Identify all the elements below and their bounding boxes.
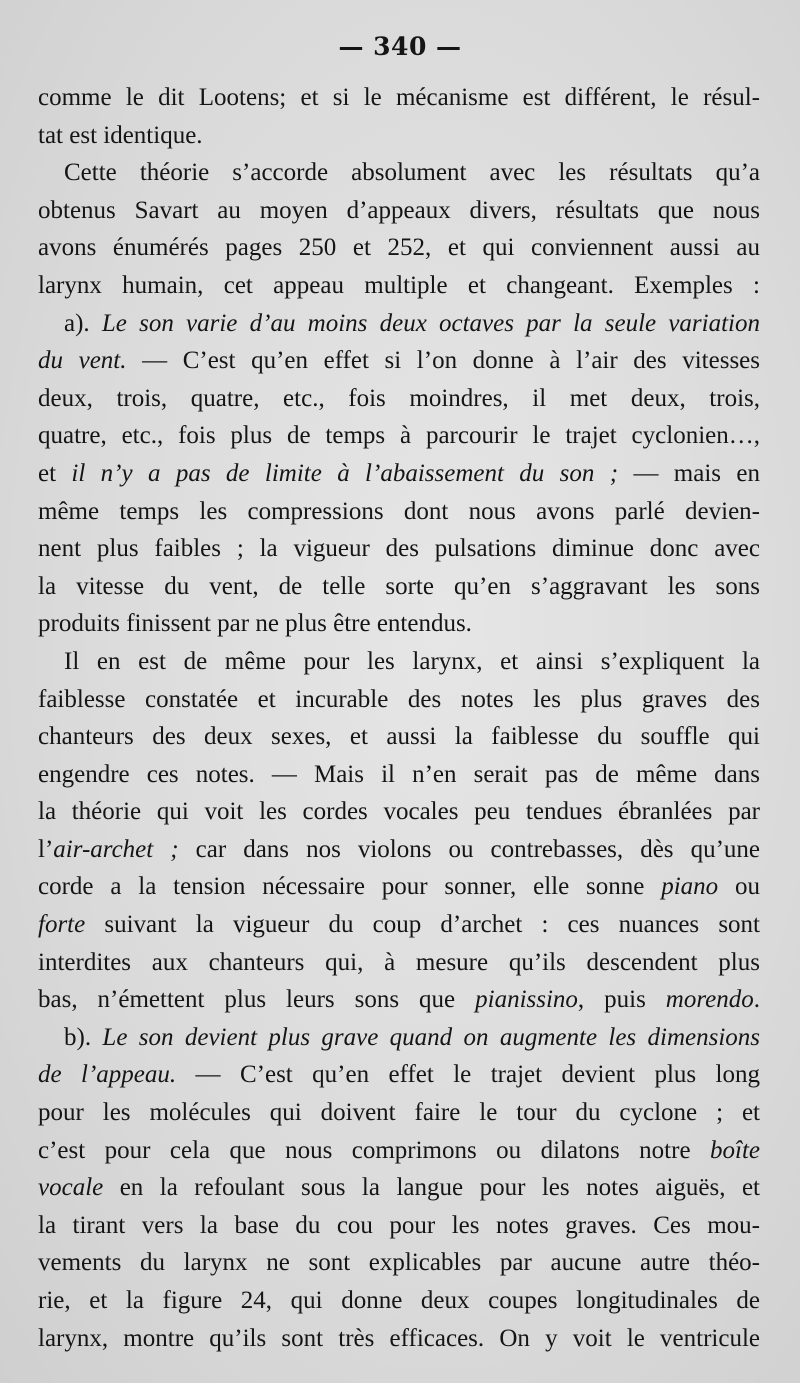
text-segment: Cette théorie s’accorde absolument avec les résultats qu’a (64, 159, 760, 187)
text-line (38, 267, 760, 305)
text-segment: larynx humain, cet appeau multiple et changeant. Exemples : (38, 271, 760, 299)
text-line (38, 568, 760, 606)
italic-text: du vent. (38, 347, 127, 375)
text-line (38, 1244, 760, 1282)
text-segment: comme le dit Lootens; et si le mécanisme est différent, le résul- (38, 84, 760, 111)
text-line (38, 1207, 760, 1245)
text-segment: vements du larynx ne sont explicables par aucune autre théo- (38, 1249, 760, 1277)
italic-text: il n’y a pas de limite à l’abaissement du son ; (71, 459, 619, 487)
text-segment: la vitesse du vent, de telle sorte qu’en s’aggravant les sons (38, 572, 760, 600)
text-segment: en la refoulant sous la langue pour les notes aiguës, et (103, 1174, 760, 1202)
text-line (38, 1132, 760, 1170)
text-line (38, 1282, 760, 1320)
italic-text: air-archet ; (53, 835, 179, 863)
text-line (38, 605, 760, 643)
text-line (38, 192, 760, 230)
text-segment: interdites aux chanteurs qui, à mesure qu’ils descendent plus (38, 948, 760, 976)
italic-text: boîte (710, 1136, 760, 1164)
text-segment: suivant la vigueur du coup d’archet : ces nuances sont (85, 911, 760, 939)
text-segment: la tirant vers la base du cou pour les notes graves. Ces mou- (38, 1211, 760, 1239)
page-number: — 340 — (338, 32, 462, 61)
text-segment: . (753, 986, 760, 1014)
text-line (38, 117, 760, 155)
text-line (38, 1056, 760, 1094)
text-segment: bas, n’émettent plus leurs sons que (38, 986, 476, 1014)
text-segment: la théorie qui voit les cordes vocales peu tendues ébranlées par (38, 798, 760, 826)
text-line (38, 756, 760, 794)
text-segment: corde a la tension nécessaire pour sonner, elle sonne (38, 873, 662, 901)
text-line (38, 1320, 760, 1358)
text-segment: Il en est de même pour les larynx, et ainsi s’expliquent la (64, 647, 760, 675)
text-line (38, 530, 760, 568)
text-segment: tat est identique. (38, 121, 203, 149)
text-line (38, 831, 760, 869)
italic-text: pianissino (475, 986, 578, 1014)
body-text (38, 79, 760, 1357)
italic-text: forte (38, 911, 86, 939)
text-segment: ou (718, 873, 760, 901)
text-line (38, 793, 760, 831)
text-line (38, 342, 760, 380)
text-line (38, 380, 760, 418)
text-line (38, 455, 760, 493)
text-line (38, 868, 760, 906)
text-line (38, 1169, 760, 1207)
italic-text: morendo (665, 986, 754, 1014)
text-segment: obtenus Savart au moyen d’appeaux divers, résultats que nous (38, 196, 760, 224)
text-segment: l’ (38, 835, 54, 863)
text-line (38, 981, 760, 1019)
text-segment: rie, et la figure 24, qui donne deux coupes longitudinales de (38, 1287, 760, 1314)
text-segment: a). (64, 309, 102, 337)
text-segment: larynx, montre qu’ils sont très efficaces. On y voit le ventricule (38, 1324, 760, 1352)
text-segment: avons énumérés pages 250 et 252, et qui conviennent aussi au (38, 234, 760, 262)
italic-text: Le son varie d’au moins deux octaves par la seule variation (101, 309, 760, 337)
text-line (38, 643, 760, 681)
text-line (38, 305, 760, 343)
text-line (38, 681, 760, 719)
text-line (38, 718, 760, 756)
italic-text: vocale (38, 1174, 104, 1202)
text-line (38, 944, 760, 982)
text-segment: — mais en (618, 459, 760, 487)
text-line (38, 493, 760, 531)
text-segment: nent plus faibles ; la vigueur des pulsations diminue donc avec (38, 535, 760, 563)
text-line (38, 1094, 760, 1132)
text-line (38, 229, 760, 267)
text-segment: deux, trois, quatre, etc., fois moindres, il met deux, trois, (38, 384, 760, 412)
text-segment: b). (64, 1023, 103, 1051)
text-line (38, 417, 760, 455)
text-segment: — C’est qu’en effet si l’on donne à l’air des vitesses (126, 347, 760, 375)
italic-text: piano (661, 873, 719, 901)
text-segment: chanteurs des deux sexes, et aussi la faiblesse du souffle qui (38, 723, 760, 751)
text-line (38, 79, 760, 117)
italic-text: de l’appeau. (38, 1061, 177, 1089)
italic-text: Le son devient plus grave quand on augmente les dimensions (102, 1023, 760, 1051)
text-line (38, 1019, 760, 1057)
text-segment: — C’est qu’en effet le trajet devient plus long (176, 1061, 760, 1089)
text-segment: engendre ces notes. — Mais il n’en serait pas de même dans (38, 760, 760, 788)
text-segment: même temps les compressions dont nous avons parlé devien- (38, 497, 760, 525)
text-segment: pour les molécules qui doivent faire le tour du cyclone ; et (38, 1099, 760, 1127)
text-segment: , puis (577, 986, 666, 1014)
text-segment: c’est pour cela que nous comprimons ou dilatons notre (38, 1136, 710, 1164)
text-segment: faiblesse constatée et incurable des notes les plus graves des (38, 685, 760, 713)
text-segment: produits finissent par ne plus être entendus. (38, 610, 472, 638)
text-segment: car dans nos violons ou contrebasses, dès qu’une (178, 835, 760, 863)
text-segment: et (38, 459, 72, 487)
text-line (38, 906, 760, 944)
text-line (38, 154, 760, 192)
text-segment: quatre, etc., fois plus de temps à parcourir le trajet cyclonien…, (38, 422, 760, 450)
